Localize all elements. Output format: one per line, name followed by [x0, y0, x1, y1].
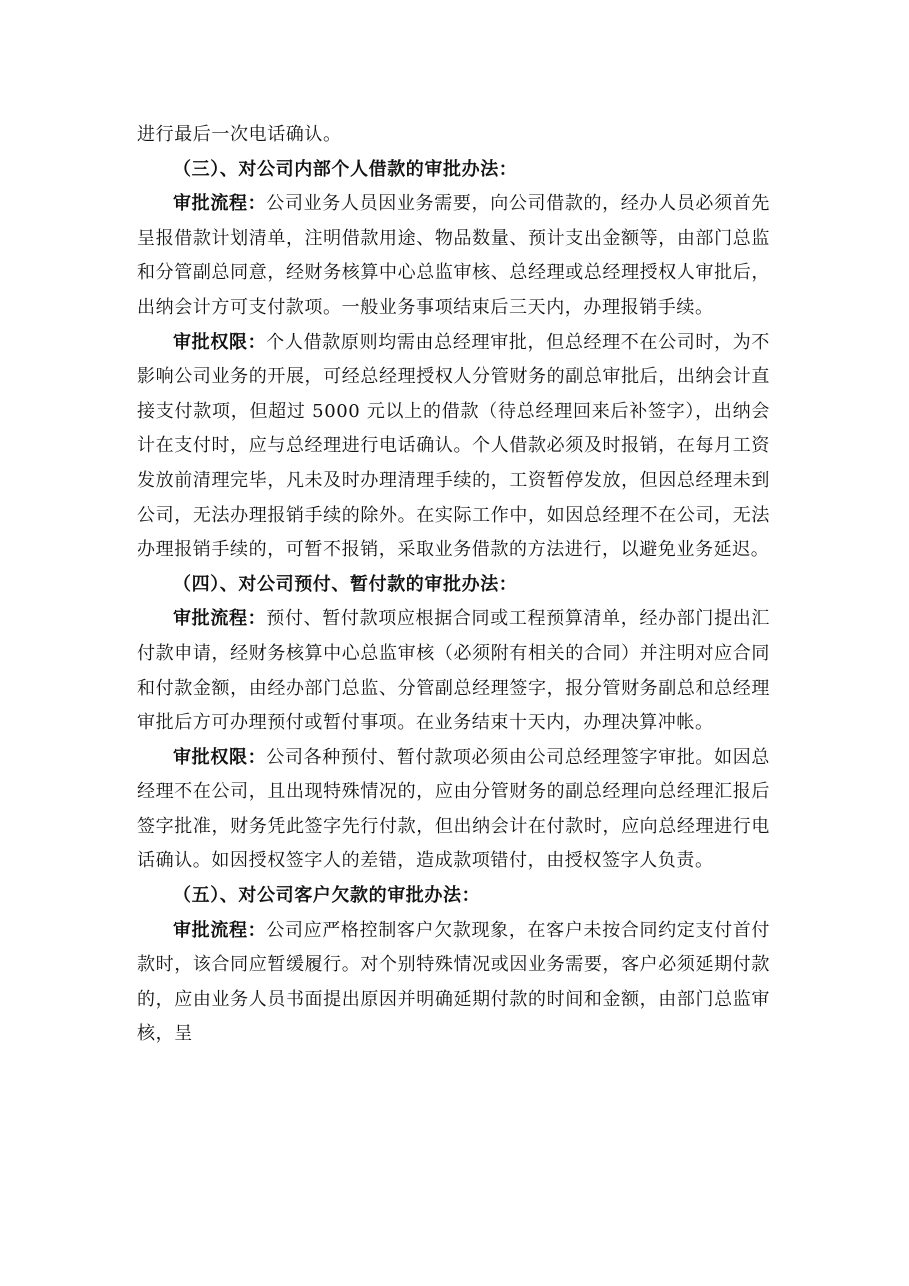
- section-heading-5: （五）、对公司客户欠款的审批办法：: [173, 885, 481, 907]
- paragraph-lead: 审批权限：: [173, 331, 267, 353]
- paragraph-lead: 审批流程：: [173, 919, 267, 941]
- paragraph-text: 进行最后一次电话确认。: [137, 124, 342, 145]
- paragraph-text: 公司业务人员因业务需要，向公司借款的，经办人员必须首先呈报借款计划清单，注明借款用途、物品数量、预计支出金额等，由部门总监和分管副总同意，经财务核算中心总监审核、总经理或总经理授权人审批后，出纳会计方可支付款项。一般业务事项结束后三天内，办理报销手续。: [137, 193, 771, 318]
- paragraph-text: 公司应严格控制客户欠款现象，在客户未按合同约定支付首付款时，该合同应暂缓履行。对个别特殊情况或因业务需要，客户必须延期付款的，应由业务人员书面提出原因并明确延期付款的时间和金额，由部门总监审核，呈: [137, 919, 771, 1045]
- paragraph-text: 个人借款原则均需由总经理审批，但总经理不在公司时，为不影响公司业务的开展，可经总经理授权人分管财务的副总审批后，出纳会计直接支付款项，但超过 5000 元以上的借款（待总经理回来后补签字），出纳会计在支付时，应与总经理进行电话确认。个人借款必须及时报销，在每月工资发放前清理完毕，凡未及时办理清理手续的，工资暂停发放，但因总经理未到公司，无法办理报销手续的除外。在实际工作中，如因总经理不在公司，无法办理报销手续的，可暂不报销，采取业务借款的方法进行，以避免业务延迟。: [137, 331, 771, 561]
- paragraph-text: 公司各种预付、暂付款项必须由公司总经理签字审批。如因总经理不在公司，且出现特殊情况的，应由分管财务的副总经理向总经理汇报后签字批准，财务凭此签字先行付款，但出纳会计在付款时，应向总经理进行电话确认。如因授权签字人的差错，造成款项错付，由授权签字人负责。: [137, 746, 771, 872]
- paragraph-approval-flow: [137, 602, 770, 740]
- paragraph-approval-flow: [137, 914, 770, 1052]
- paragraph-approval-authority: [137, 326, 770, 568]
- paragraph-lead: 审批权限：: [173, 746, 267, 768]
- paragraph-approval-authority: [137, 741, 770, 879]
- paragraph-continuation: [137, 118, 770, 153]
- paragraph-text: 预付、暂付款项应根据合同或工程预算清单，经办部门提出汇付款申请，经财务核算中心总监审核（必须附有相关的合同）并注明对应合同和付款金额，由经办部门总监、分管副总经理签字，报分管财务副总和总经理审批后方可办理预付或暂付事项。在业务结束十天内，办理决算冲帐。: [137, 608, 771, 734]
- section-heading-4: （四）、对公司预付、暂付款的审批办法：: [173, 573, 518, 595]
- paragraph-lead: 审批流程：: [173, 193, 267, 215]
- paragraph-lead: 审批流程：: [173, 608, 267, 630]
- section-heading-3: （三）、对公司内部个人借款的审批办法：: [173, 158, 518, 180]
- paragraph-approval-flow: [137, 187, 770, 325]
- document-body: [137, 118, 770, 1052]
